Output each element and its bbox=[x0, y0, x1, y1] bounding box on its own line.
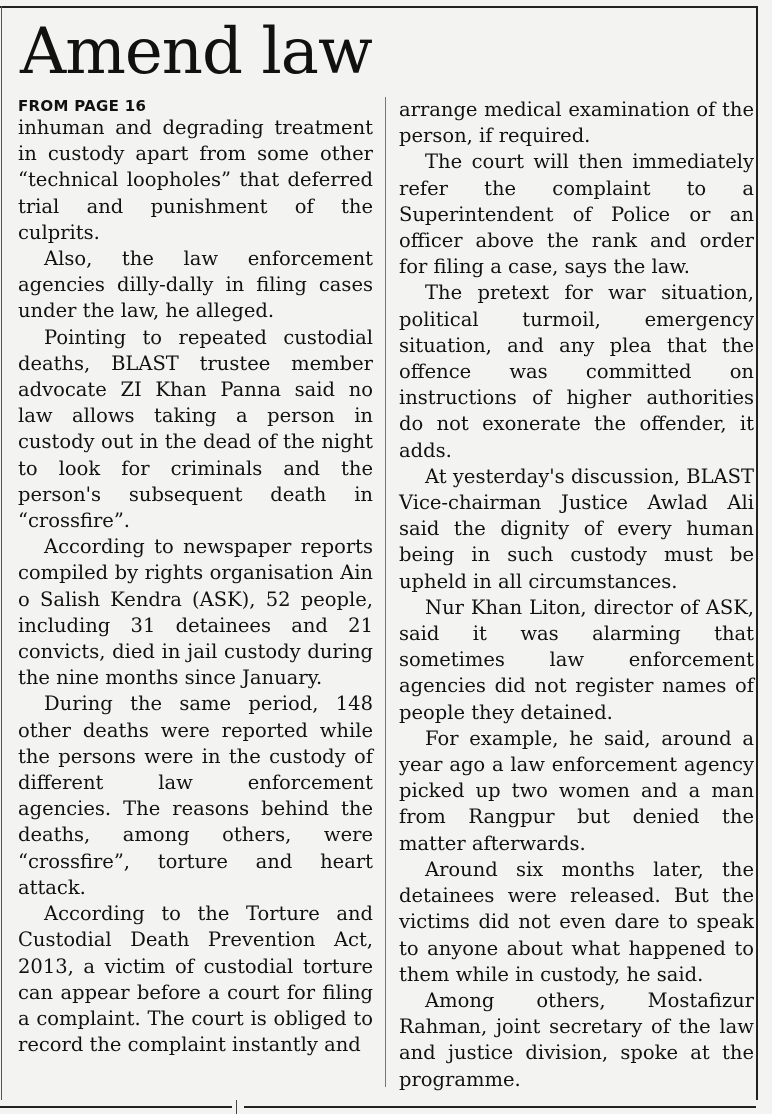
paragraph: Pointing to repeated custodial deaths, BLAST trustee member advocate ZI Khan Panna said no law allows taking a person in custody out in the dead of the night to look for criminals and the person's subsequent death in “crossfire”. bbox=[18, 325, 373, 533]
paragraph: According to newspaper reports compiled by rights organisation Ain o Salish Kendra (ASK), 52 people, including 31 detainees and 21 convicts, died in jail custody during the nine months since January. bbox=[18, 535, 373, 690]
paragraph: Nur Khan Liton, director of ASK, said it was alarming that sometimes law enforcement agencies did not register names of people they detained. bbox=[399, 595, 754, 724]
paragraph: inhuman and degrading treatment in custody apart from some other “technical loopholes” that deferred trial and punishment of the culprits. bbox=[18, 116, 373, 244]
paragraph: Among others, Mostafizur Rahman, joint secretary of the law and justice division, spoke at the programme. bbox=[399, 988, 754, 1091]
paragraph: Also, the law enforcement agencies dilly-dally in filing cases under the law, he alleged. bbox=[18, 247, 373, 323]
column-separator bbox=[385, 97, 386, 1087]
headline: Amend law bbox=[20, 15, 372, 89]
right-border-rule bbox=[756, 6, 758, 1100]
bottom-border-tick bbox=[236, 1100, 237, 1114]
column-1 bbox=[18, 97, 373, 1058]
paragraph: According to the Torture and Custodial Death Prevention Act, 2013, a victim of custodial torture can appear before a court for filing a complaint. The court is obliged to record the complaint instantly and bbox=[18, 902, 373, 1057]
bottom-border-rule-right bbox=[244, 1106, 756, 1108]
left-border-rule bbox=[1, 6, 2, 1100]
paragraph: At yesterday's discussion, BLAST Vice-chairman Justice Awlad Ali said the dignity of every human being in such custody must be upheld in all circumstances. bbox=[399, 464, 754, 593]
paragraph: Around six months later, the detainees were released. But the victims did not even dare to speak to anyone about what happened to them while in custody, he said. bbox=[399, 857, 754, 986]
paragraph: During the same period, 148 other deaths were reported while the persons were in the custody of different law enforcement agencies. The reasons behind the deaths, among others, were “crossfire”, torture and heart attack. bbox=[18, 692, 373, 899]
bottom-border-rule-left bbox=[0, 1106, 232, 1108]
paragraph: The court will then immediately refer the complaint to a Superintendent of Police or an officer above the rank and order for filing a case, says the law. bbox=[399, 150, 754, 279]
column-2 bbox=[399, 97, 754, 1093]
paragraph: The pretext for war situation, political turmoil, emergency situation, and any plea that the offence was committed on instructions of higher authorities do not exonerate the offender, it adds. bbox=[399, 281, 754, 462]
paragraph: arrange medical examination of the person, if required. bbox=[399, 98, 754, 148]
kicker-from-page: FROM PAGE 16 bbox=[18, 97, 147, 115]
top-border-rule bbox=[0, 6, 756, 8]
paragraph: For example, he said, around a year ago a law enforcement agency picked up two women and a man from Rangpur but denied the matter afterwards. bbox=[399, 726, 754, 855]
